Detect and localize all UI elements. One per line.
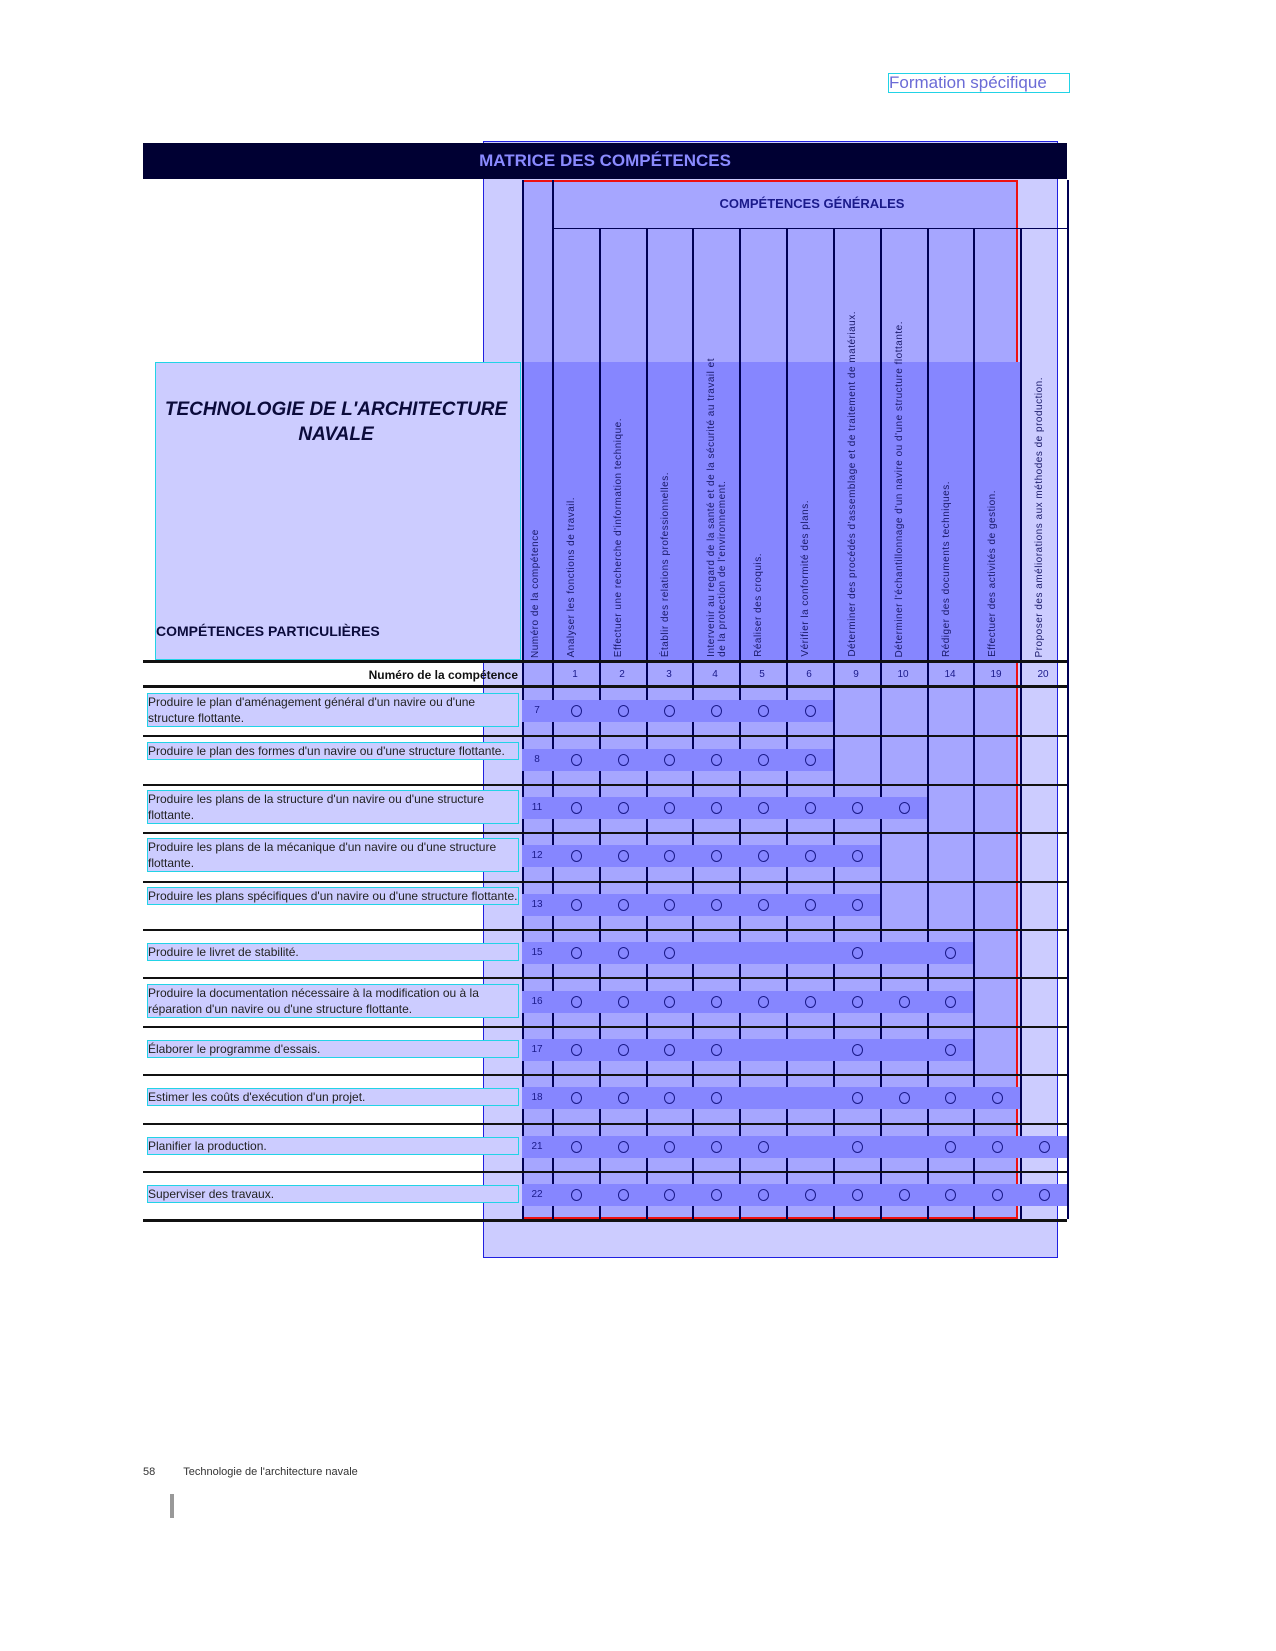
row-divider	[143, 1026, 1067, 1028]
competency-mark	[945, 1141, 956, 1153]
competency-mark	[758, 1141, 769, 1153]
row-label: Produire les plans de la structure d'un navire ou d'une structure flottante.	[147, 790, 519, 824]
competency-mark	[618, 1044, 629, 1056]
competency-mark	[664, 1141, 675, 1153]
general-competency-number: 4	[712, 669, 718, 680]
column-divider	[599, 228, 601, 1219]
competency-mark	[664, 996, 675, 1008]
competency-mark	[711, 705, 722, 717]
general-competency-number: 9	[853, 669, 859, 680]
competency-mark	[618, 1141, 629, 1153]
competency-mark	[805, 850, 816, 862]
row-number: 22	[531, 1189, 543, 1201]
competency-mark	[571, 996, 582, 1008]
row-number: 13	[531, 898, 543, 910]
column-divider	[880, 228, 882, 1219]
row-label: Superviser des travaux.	[147, 1185, 519, 1203]
competency-mark	[758, 1189, 769, 1201]
row-label: Produire le livret de stabilité.	[147, 943, 519, 961]
general-competency-label: Établir des relations professionnelles.	[660, 471, 671, 657]
program-title: TECHNOLOGIE DE L'ARCHITECTURE NAVALE	[164, 399, 508, 445]
row-number: 15	[531, 947, 543, 959]
competency-mark	[571, 1092, 582, 1104]
footer	[143, 1466, 386, 1478]
competency-mark	[945, 1044, 956, 1056]
competency-mark	[571, 802, 582, 814]
general-competency-label: Vérifier la conformité des plans.	[800, 500, 811, 657]
competency-mark	[711, 754, 722, 766]
competency-mark	[664, 1044, 675, 1056]
competency-mark	[992, 1092, 1003, 1104]
competency-mark	[899, 1092, 910, 1104]
column-divider	[927, 228, 929, 1219]
row-divider	[143, 784, 1067, 786]
competency-mark	[571, 1044, 582, 1056]
column-divider	[973, 228, 975, 1219]
competency-mark	[711, 850, 722, 862]
row-band	[522, 1136, 1067, 1158]
row-number: 17	[531, 1044, 543, 1055]
general-competency-label: Intervenir au regard de la santé et de la sécurité au travail et de la protection de l'environnement.	[706, 358, 728, 657]
competency-mark	[618, 754, 629, 766]
general-competency-number: 5	[759, 669, 765, 680]
competency-mark	[571, 1141, 582, 1153]
running-head: Formation spécifique	[888, 73, 1070, 93]
row-divider	[143, 977, 1067, 979]
competency-mark	[852, 1044, 863, 1056]
column-divider	[646, 228, 648, 1219]
general-competency-number: 14	[944, 669, 956, 680]
row-label: Produire la documentation nécessaire à la modification ou à la réparation d'un navire ou d'une structure flottante.	[147, 984, 519, 1018]
row-divider	[143, 929, 1067, 931]
competency-mark	[571, 705, 582, 717]
general-competency-label: Rédiger des documents techniques.	[941, 480, 952, 657]
competency-mark	[899, 996, 910, 1008]
general-competency-label: Déterminer des procédés d'assemblage et de traitement de matériaux.	[847, 311, 858, 657]
competency-mark	[711, 996, 722, 1008]
competency-mark	[618, 1092, 629, 1104]
row-number: 12	[531, 850, 543, 862]
competency-mark	[618, 802, 629, 814]
competency-mark	[618, 850, 629, 862]
competency-mark	[992, 1141, 1003, 1153]
rule	[143, 685, 1067, 688]
general-competency-label: Effectuer des activités de gestion.	[987, 490, 998, 657]
footer-bar	[170, 1494, 174, 1518]
general-competency-label: Proposer des améliorations aux méthodes de production.	[1034, 376, 1045, 657]
competency-mark	[852, 1141, 863, 1153]
row-divider	[143, 881, 1067, 883]
row-number: 21	[531, 1140, 543, 1152]
competency-mark	[805, 1189, 816, 1201]
general-competency-number: 6	[806, 669, 812, 680]
competency-mark	[992, 1189, 1003, 1201]
competency-mark	[711, 1189, 722, 1201]
row-band	[522, 942, 973, 964]
competency-mark	[805, 899, 816, 911]
row-number: 16	[531, 995, 543, 1007]
page-title: MATRICE DES COMPÉTENCES	[479, 151, 731, 170]
competency-mark	[618, 899, 629, 911]
competency-mark	[711, 899, 722, 911]
row-divider	[143, 735, 1067, 737]
header-divider	[552, 228, 1068, 229]
row-divider	[143, 1171, 1067, 1173]
row-label: Produire le plan des formes d'un navire ou d'une structure flottante.	[147, 742, 519, 760]
general-competency-label: Analyser les fonctions de travail.	[566, 496, 577, 657]
row-number: 18	[531, 1092, 543, 1104]
footer-text: Technologie de l'architecture navale	[183, 1466, 358, 1478]
column-divider	[692, 228, 694, 1219]
competency-mark	[664, 802, 675, 814]
row-divider	[143, 832, 1067, 834]
competency-mark	[852, 996, 863, 1008]
competency-mark	[711, 1044, 722, 1056]
competency-mark	[805, 996, 816, 1008]
column-divider	[786, 228, 788, 1219]
competency-mark	[758, 899, 769, 911]
row-divider	[143, 1219, 1067, 1222]
row-band	[522, 1039, 973, 1061]
competency-mark	[618, 947, 629, 959]
program-header-cell	[155, 362, 521, 660]
general-competency-number: 10	[897, 669, 909, 680]
competency-mark	[899, 802, 910, 814]
general-competency-number: 19	[990, 669, 1002, 680]
row-number: 11	[531, 802, 543, 813]
competency-mark	[711, 802, 722, 814]
competency-mark	[618, 1189, 629, 1201]
competency-mark	[664, 754, 675, 766]
row-label: Produire les plans spécifiques d'un navire ou d'une structure flottante.	[148, 888, 518, 903]
general-competency-number: 2	[619, 669, 625, 680]
general-competency-label: Effectuer une recherche d'information technique.	[613, 417, 624, 657]
competency-mark	[852, 802, 863, 814]
competency-mark	[852, 899, 863, 911]
general-competency-label: Réaliser des croquis.	[753, 553, 764, 657]
row-label: Produire les plans de la mécanique d'un navire ou d'une structure flottante.	[147, 838, 519, 872]
competency-mark	[805, 705, 816, 717]
competency-mark	[571, 850, 582, 862]
row-band	[522, 700, 833, 722]
column-divider	[833, 228, 835, 1219]
competency-mark	[711, 1141, 722, 1153]
row-divider	[143, 1074, 1067, 1076]
general-competency-label: Déterminer l'échantillonnage d'un navire ou d'une structure flottante.	[894, 320, 905, 657]
general-competency-number: 1	[572, 669, 578, 680]
competency-mark	[852, 1092, 863, 1104]
particular-competencies-heading: COMPÉTENCES PARTICULIÈRES	[156, 623, 380, 639]
competency-mark	[758, 705, 769, 717]
number-column-header: Numéro de la compétence	[530, 529, 541, 658]
row-label: Élaborer le programme d'essais.	[147, 1040, 519, 1058]
competency-mark	[1039, 1141, 1050, 1153]
row-band	[522, 749, 833, 771]
competency-mark	[758, 754, 769, 766]
competency-mark	[899, 1189, 910, 1201]
row-divider	[143, 1123, 1067, 1125]
page-number: 58	[143, 1466, 156, 1478]
competency-mark	[852, 850, 863, 862]
competency-mark	[664, 899, 675, 911]
row-label: Estimer les coûts d'exécution d'un projet.	[147, 1088, 519, 1106]
competency-mark	[758, 802, 769, 814]
competency-mark	[758, 850, 769, 862]
competency-mark	[618, 996, 629, 1008]
row-band	[522, 1184, 1067, 1206]
competency-mark	[571, 754, 582, 766]
number-row-label: Numéro de la compétence	[368, 668, 518, 682]
competency-mark	[571, 1189, 582, 1201]
column-divider	[1020, 228, 1022, 1219]
competency-mark	[852, 1189, 863, 1201]
competency-mark	[618, 705, 629, 717]
general-competency-number: 3	[666, 669, 672, 680]
row-label: Planifier la production.	[147, 1137, 519, 1155]
general-competency-number: 20	[1037, 669, 1049, 680]
column-divider	[1067, 180, 1069, 1219]
competency-mark	[758, 996, 769, 1008]
competency-mark	[852, 947, 863, 959]
row-band	[522, 797, 927, 819]
row-number: 7	[534, 705, 540, 717]
row-number: 8	[534, 753, 540, 765]
competency-mark	[945, 996, 956, 1008]
competency-mark	[805, 754, 816, 766]
title-bar	[143, 143, 1067, 179]
competency-mark	[1039, 1189, 1050, 1201]
competency-mark	[711, 1092, 722, 1104]
column-divider	[739, 228, 741, 1219]
rule	[143, 660, 1067, 663]
competency-mark	[571, 899, 582, 911]
competency-mark	[571, 947, 582, 959]
general-competencies-heading: COMPÉTENCES GÉNÉRALES	[719, 196, 905, 211]
row-label: Produire le plan d'aménagement général d'un navire ou d'une structure flottante.	[147, 693, 519, 727]
competency-mark	[805, 802, 816, 814]
